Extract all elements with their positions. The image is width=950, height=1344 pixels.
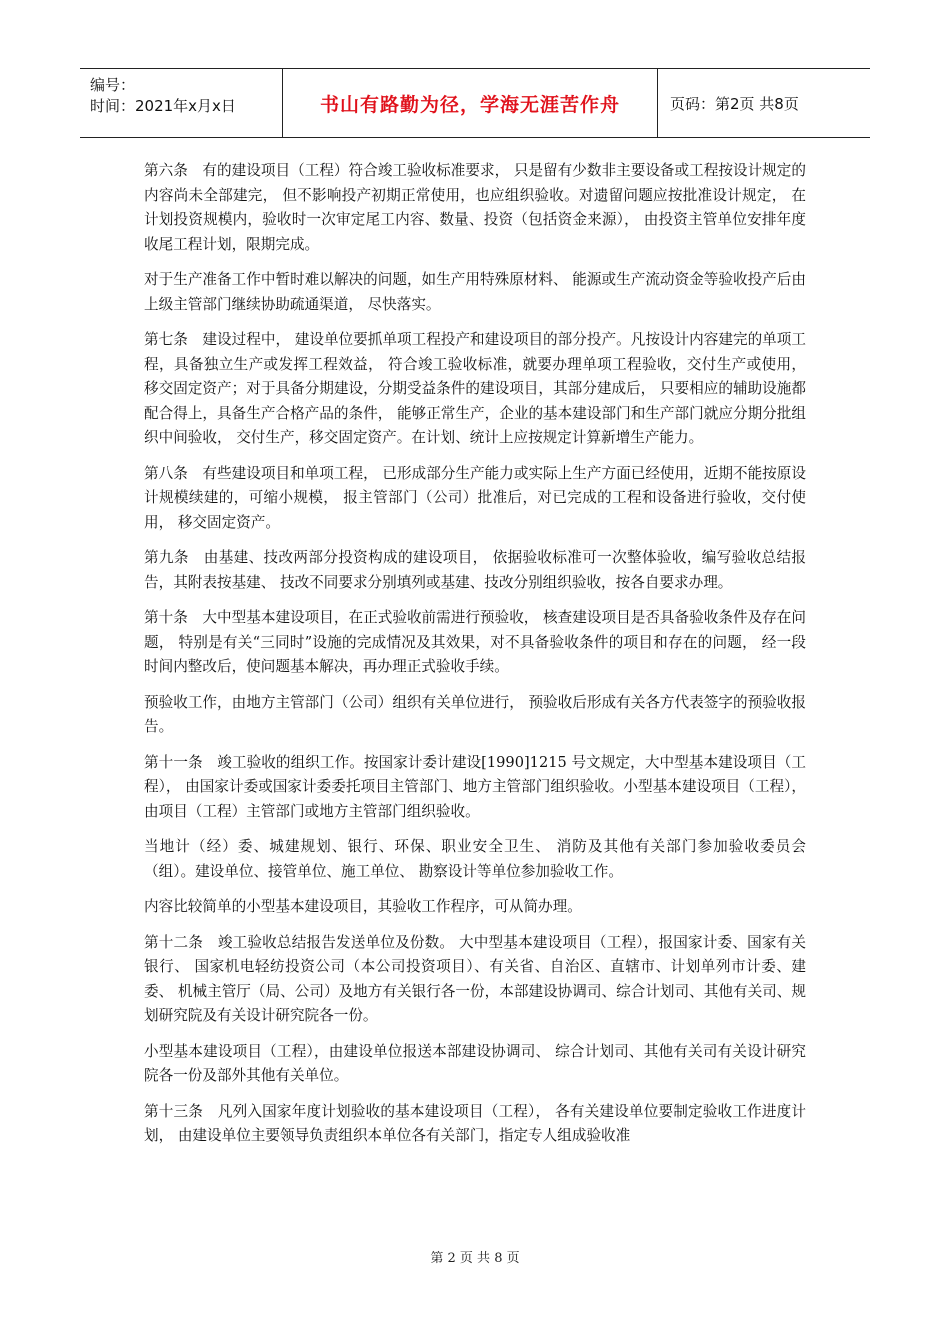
paragraph-article-8: 第八条 有些建设项目和单项工程， 已形成部分生产能力或实际上生产方面已经使用，近期不能按原设计规模续建的，可缩小规模， 报主管部门（公司）批准后，对已完成的工程和设备进行验收，交付使用， 移交固定资产。 xyxy=(144,464,806,531)
paragraph-article-10: 第十条 大中型基本建设项目，在正式验收前需进行预验收， 核查建设项目是否具备验收条件及存在问题， 特别是有关“三同时”设施的完成情况及其效果，对不具备验收条件的项目和存在的问题， 经一段时间内整改后，使问题基本解决，再办理正式验收手续。 xyxy=(144,609,806,675)
paragraph: 当地计（经）委、城建规划、银行、环保、职业安全卫生、 消防及其他有关部门参加验收委员会（组）。建设单位、接管单位、施工单位、 勘察设计等单位参加验收工作。 xyxy=(144,838,806,880)
paragraph: 内容比较简单的小型基本建设项目，其验收工作程序，可从简办理。 xyxy=(144,898,582,915)
paragraph: 小型基本建设项目（工程），由建设单位报送本部建设协调司、 综合计划司、其他有关司有关设计研究院各一份及部外其他有关单位。 xyxy=(144,1042,806,1084)
page-header xyxy=(80,68,870,138)
paragraph-article-12: 第十二条 竣工验收总结报告发送单位及份数。 大中型基本建设项目（工程），报国家计委、国家有关银行、 国家机电轻纺投资公司（本公司投资项目）、有关省、自治区、直辖市、计划单列市计委、建委、 机械主管厅（局、公司）及地方有关银行各一份，本部建设协调司、综合计划司、其他有关司、规划研究院及有关设计研究院各一份。 xyxy=(144,933,806,1024)
paragraph-article-11: 第十一条 竣工验收的组织工作。按国家计委计建设[1990]1215 号文规定，大中型基本建设项目（工程）， 由国家计委或国家计委委托项目主管部门、地方主管部门组织验收。小型基本建设项目（工程）， 由项目（工程）主管部门或地方主管部门组织验收。 xyxy=(144,753,806,820)
paragraph-article-9: 第九条 由基建、技改两部分投资构成的建设项目， 依据验收标准可一次整体验收，编写验收总结报告，其附表按基建、 技改不同要求分别填列或基建、技改分别组织验收，按各自要求办理。 xyxy=(144,549,806,591)
paragraph-article-7: 第七条 建设过程中， 建设单位要抓单项工程投产和建设项目的部分投产。凡按设计内容建完的单项工程，具备独立生产或发挥工程效益， 符合竣工验收标准，就要办理单项工程验收，交付生产或使用， 移交固定资产；对于具备分期建设，分期受益条件的建设项目，其部分建成后， 只要相应的辅助设施都配合得上，具备生产合格产品的条件， 能够正常生产，企业的基本建设部门和生产部门就应分期分批组织中间验收， 交付生产，移交固定资产。在计划、统计上应按规定计算新增生产能力。 xyxy=(144,331,806,446)
paragraph-article-13: 第十三条 凡列入国家年度计划验收的基本建设项目（工程）， 各有关建设单位要制定验收工作进度计划， 由建设单位主要领导负责组织本单位各有关部门，指定专人组成验收准 xyxy=(144,1102,806,1144)
paragraph: 对于生产准备工作中暂时难以解决的问题，如生产用特殊原材料、 能源或生产流动资金等验收投产后由上级主管部门继续协助疏通渠道， 尽快落实。 xyxy=(144,271,806,313)
header-page-info: 页码：第2页 共8页 xyxy=(670,94,799,113)
document-number: 编号： xyxy=(90,76,136,94)
paragraph-article-6: 第六条 有的建设项目（工程）符合竣工验收标准要求， 只是留有少数非主要设备或工程按设计规定的内容尚未全部建完， 但不影响投产初期正常使用，也应组织验收。对遗留问题应按批准设计规定， 在计划投资规模内，验收时一次审定尾工内容、数量、投资（包括资金来源）， 由投资主管单位安排年度收尾工程计划，限期完成。 xyxy=(144,162,806,253)
document-body xyxy=(144,159,806,1160)
paragraph: 预验收工作，由地方主管部门（公司）组织有关单位进行， 预验收后形成有关各方代表签字的预验收报告。 xyxy=(144,693,806,735)
page-footer: 第 2 页 共 8 页 xyxy=(430,1251,520,1266)
header-info xyxy=(80,69,282,137)
document-date: 时间：2021年x月x日 xyxy=(90,97,236,115)
header-motto: 书山有路勤为径，学海无涯苦作舟 xyxy=(282,69,658,137)
